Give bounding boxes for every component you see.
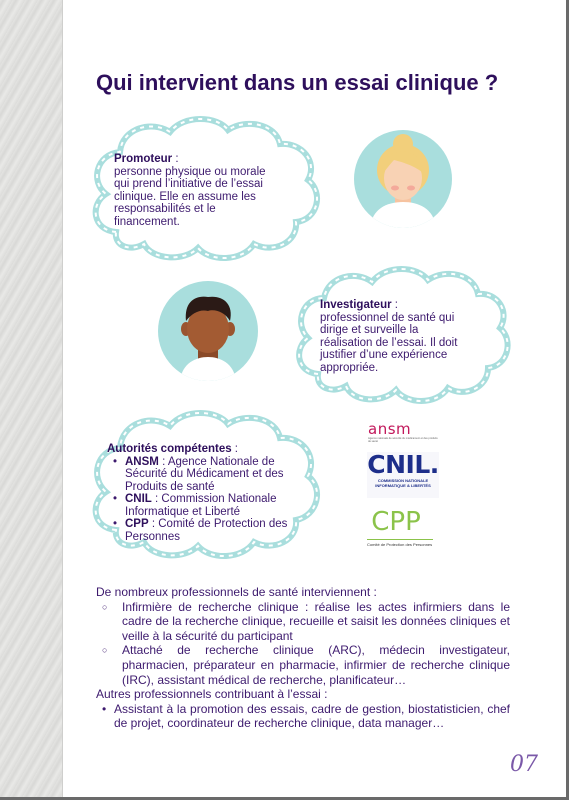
circle-bullet-icon: ○ — [102, 645, 108, 656]
promoteur-text — [114, 153, 276, 228]
professionals-list — [96, 600, 510, 688]
list-item-text: Infirmière de recherche clinique : réalise les actes infirmiers dans le cadre de la recherche clinique, recueille et saisit les données cliniques et veille à la sécurité du participant — [122, 599, 510, 643]
others-list — [96, 702, 510, 731]
list-item — [96, 702, 510, 731]
authority-item — [107, 518, 293, 543]
others-intro: Autres professionnels contribuant à l’essai : — [96, 687, 328, 702]
page-title: Qui intervient dans un essai clinique ? — [96, 70, 499, 95]
authority-abbr: CNIL — [125, 493, 152, 505]
authority-description: : Comité de Protection des Personnes — [125, 518, 288, 543]
ansm-logo-text: ansm — [368, 420, 412, 438]
bullet-icon: • — [102, 701, 107, 716]
woman-icon — [354, 130, 452, 228]
list-item-text: Attaché de recherche clinique (ARC), médecin investigateur, pharmacien, préparateur en pharmacie, infirmier de recherche clinique (IRC), assistant médical de recherche, planificateur… — [122, 643, 510, 687]
promoteur-description: personne physique ou morale qui prend l’initiative de l’essai clinique. Elle en assume les responsabilités et le financement. — [114, 165, 266, 228]
autorites-heading: Autorités compétentes — [107, 443, 232, 455]
cnil-logo — [367, 452, 439, 498]
investigateur-text — [320, 299, 470, 374]
bullet-icon: • — [113, 493, 118, 505]
cnil-logo-subtitle-2: INFORMATIQUE & LIBERTÉS — [375, 483, 431, 488]
professionals-section — [96, 585, 510, 731]
list-item-text: Assistant à la promotion des essais, cadre de gestion, biostatisticien, chef de projet, coordinateur de recherche clinique, data manager… — [114, 701, 510, 731]
investigateur-label: Investigateur — [320, 299, 392, 311]
man-icon — [158, 281, 258, 381]
cpp-logo — [367, 508, 437, 547]
authority-item — [107, 456, 293, 494]
paper-texture-edge — [0, 0, 63, 800]
promoteur-label: Promoteur — [114, 153, 173, 165]
authority-description: : Agence Nationale de Sécurité du Médicament et des Produits de santé — [125, 455, 284, 493]
page-number: 07 — [510, 752, 538, 777]
investigateur-colon: : — [391, 299, 398, 311]
circle-bullet-icon: ○ — [102, 601, 108, 612]
autorites-colon: : — [231, 443, 238, 455]
autorites-text — [107, 443, 293, 543]
authority-abbr: ANSM — [125, 455, 159, 468]
cpp-logo-subtitle: Comité de Protection des Personnes — [367, 542, 433, 547]
man-avatar — [158, 281, 258, 381]
list-item — [102, 600, 510, 644]
woman-avatar — [354, 130, 452, 228]
list-item — [102, 643, 510, 687]
cpp-logo-text: CPP — [371, 507, 421, 537]
ansm-logo — [368, 421, 438, 443]
cnil-logo-subtitle-1: COMMISSION NATIONALE — [377, 478, 429, 483]
authority-description: : Commission Nationale Informatique et Liberté — [125, 493, 277, 518]
investigateur-description: professionnel de santé qui dirige et surveille la réalisation de l’essai. Il doit justifier d’une expérience appropriée. — [320, 311, 458, 374]
authority-item — [107, 493, 293, 518]
promoteur-colon: : — [172, 153, 179, 165]
bullet-icon: • — [113, 518, 118, 530]
cnil-logo-text: CNIL. — [367, 450, 439, 479]
cpp-logo-rule — [367, 539, 433, 540]
bullet-icon: • — [113, 455, 118, 468]
professionals-intro: De nombreux professionnels de santé interviennent : — [96, 585, 377, 599]
ansm-logo-subtitle: Agence nationale de sécurité du médicament et des produits de santé — [368, 437, 438, 443]
authority-abbr: CPP — [125, 518, 149, 530]
